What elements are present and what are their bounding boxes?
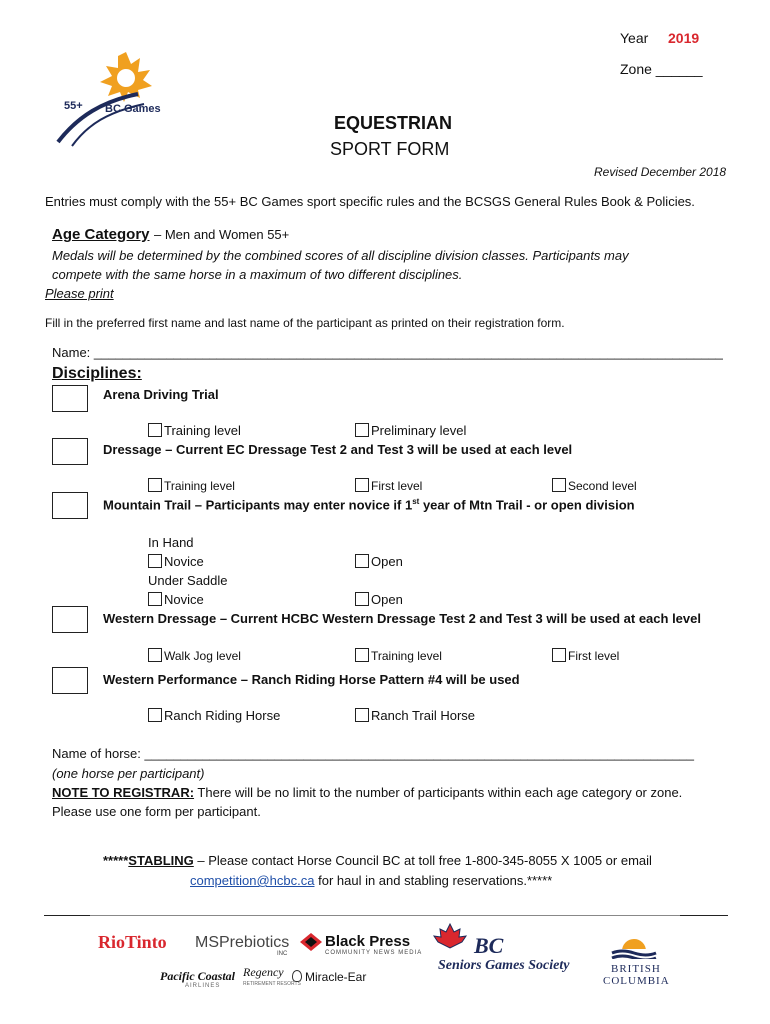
checkbox-icon[interactable]: [148, 478, 162, 492]
footer-divider-right: [680, 915, 728, 916]
dressage-option-first[interactable]: First level: [355, 478, 422, 493]
western-performance-title: Western Performance – Ranch Riding Horse Pattern #4 will be used: [103, 672, 520, 687]
zone-field: Zone ______: [620, 61, 703, 77]
under-saddle-label: Under Saddle: [148, 573, 228, 588]
fill-instruction: Fill in the preferred first name and last name of the participant as printed on their registration form.: [45, 316, 565, 330]
please-print: Please print: [45, 286, 114, 301]
age-category-value: – Men and Women 55+: [153, 227, 290, 242]
black-press-text: Black Press: [325, 933, 411, 950]
checkbox-icon[interactable]: [552, 648, 566, 662]
registrar-note: [52, 785, 682, 800]
registrar-text: There will be no limit to the number of participants within each age category or zone.: [194, 785, 683, 800]
regency-sub: RETIREMENT RESORTS: [243, 981, 301, 987]
seniors-games-society-text: Seniors Games Society: [438, 958, 570, 973]
dressage-option-second[interactable]: Second level: [552, 478, 637, 493]
arena-driving-checkbox[interactable]: [52, 385, 88, 412]
western-dressage-checkbox[interactable]: [52, 606, 88, 633]
medals-note-line1: Medals will be determined by the combined scores of all discipline division classes. Participants may: [52, 248, 629, 263]
maple-leaf-icon: [48, 46, 168, 150]
british-text: BRITISH: [611, 963, 661, 975]
western-dressage-option-training[interactable]: Training level: [355, 648, 442, 663]
disciplines-heading: Disciplines:: [52, 365, 142, 382]
checkbox-icon[interactable]: [355, 554, 369, 568]
medals-note-line2: compete with the same horse in a maximum of two different disciplines.: [52, 267, 463, 282]
checkbox-icon[interactable]: [355, 423, 369, 437]
western-dressage-option-walkjog[interactable]: Walk Jog level: [148, 648, 241, 663]
sunrise-icon: [610, 927, 658, 959]
checkbox-icon[interactable]: [148, 708, 162, 722]
in-hand-option-novice[interactable]: Novice: [148, 554, 204, 569]
year-label: Year: [620, 30, 649, 46]
mountain-trail-checkbox[interactable]: [52, 492, 88, 519]
western-performance-option-ranch-trail[interactable]: Ranch Trail Horse: [355, 708, 475, 723]
checkbox-icon[interactable]: [148, 423, 162, 437]
arena-driving-option-training[interactable]: Training level: [148, 423, 241, 438]
arena-driving-option-preliminary[interactable]: Preliminary level: [355, 423, 466, 438]
checkbox-icon[interactable]: [552, 478, 566, 492]
dressage-title: Dressage – Current EC Dressage Test 2 and Test 3 will be used at each level: [103, 442, 573, 457]
stabling-prefix: *****: [103, 853, 129, 868]
dressage-option-training[interactable]: Training level: [148, 478, 235, 493]
western-performance-option-ranch-riding[interactable]: Ranch Riding Horse: [148, 708, 280, 723]
stabling-suffix: for haul in and stabling reservations.*****: [314, 873, 553, 888]
stabling-label: STABLING: [128, 853, 194, 868]
stabling-line1: [103, 853, 652, 868]
checkbox-icon[interactable]: [148, 554, 162, 568]
horse-name-field[interactable]: Name of horse: ____________________________________________________________________________: [52, 746, 694, 761]
miracle-ear-logo: Miracle-Ear: [292, 970, 366, 984]
stabling-text: – Please contact Horse Council BC at toll free 1-800-345-8055 X 1005 or email: [193, 853, 652, 868]
pacific-coastal-logo: Pacific Coastal: [160, 969, 235, 983]
under-saddle-option-open[interactable]: Open: [355, 592, 403, 607]
western-performance-checkbox[interactable]: [52, 667, 88, 694]
under-saddle-option-novice[interactable]: Novice: [148, 592, 204, 607]
black-press-sub: COMMUNITY NEWS MEDIA: [325, 950, 423, 956]
age-category: [52, 226, 289, 244]
checkbox-icon[interactable]: [148, 592, 162, 606]
horse-note: (one horse per participant): [52, 766, 205, 781]
checkbox-icon[interactable]: [355, 592, 369, 606]
black-press-logo: [300, 933, 322, 956]
registrar-label: NOTE TO REGISTRAR:: [52, 785, 195, 800]
form-title: EQUESTRIAN: [334, 113, 453, 133]
revised-date: Revised December 2018: [594, 165, 727, 179]
logo-55-text: 55+: [64, 100, 83, 112]
bc-games-logo: [48, 46, 168, 150]
checkbox-icon[interactable]: [355, 648, 369, 662]
in-hand-option-open[interactable]: Open: [355, 554, 403, 569]
logo-bcgames-text: BC Games: [105, 103, 161, 115]
blackpress-mark-icon: [300, 933, 322, 951]
bc-seniors-games-logo: [426, 922, 474, 955]
checkbox-icon[interactable]: [355, 708, 369, 722]
stabling-line2: [190, 873, 552, 888]
bc-government-logo: [610, 927, 658, 964]
ear-icon: [292, 970, 302, 982]
msprebiotics-sub: INC: [277, 951, 288, 957]
columbia-text: COLUMBIA: [603, 975, 670, 987]
western-dressage-option-first[interactable]: First level: [552, 648, 619, 663]
participant-name-field[interactable]: Name: _______________________________________________________________________________________: [52, 345, 723, 360]
registrar-line2: Please use one form per participant.: [52, 804, 261, 819]
checkbox-icon[interactable]: [148, 648, 162, 662]
bc-text: BC: [474, 933, 504, 958]
age-category-label: Age Category: [52, 226, 150, 243]
in-hand-label: In Hand: [148, 535, 194, 550]
regency-logo: Regency: [243, 965, 284, 979]
arena-driving-title: Arena Driving Trial: [103, 387, 219, 402]
msprebiotics-logo: MSPrebiotics: [195, 934, 290, 951]
maple-leaf-icon: [426, 922, 474, 950]
riotinto-logo: RioTinto: [98, 932, 167, 952]
footer-divider: [90, 915, 680, 916]
footer-divider-left: [44, 915, 90, 916]
form-subtitle: SPORT FORM: [330, 139, 450, 159]
dressage-checkbox[interactable]: [52, 438, 88, 465]
western-dressage-title: Western Dressage – Current HCBC Western Dressage Test 2 and Test 3 will be used at each level: [103, 611, 701, 626]
checkbox-icon[interactable]: [355, 478, 369, 492]
stabling-email-link[interactable]: competition@hcbc.ca: [190, 873, 315, 888]
pacific-coastal-sub: AIRLINES: [185, 983, 221, 989]
intro-text: Entries must comply with the 55+ BC Games sport specific rules and the BCSGS General Rules Book & Policies.: [45, 194, 695, 209]
year-value: 2019: [668, 30, 700, 46]
mountain-trail-title: Mountain Trail – Participants may enter novice if 1st year of Mtn Trail - or open division: [103, 497, 635, 513]
